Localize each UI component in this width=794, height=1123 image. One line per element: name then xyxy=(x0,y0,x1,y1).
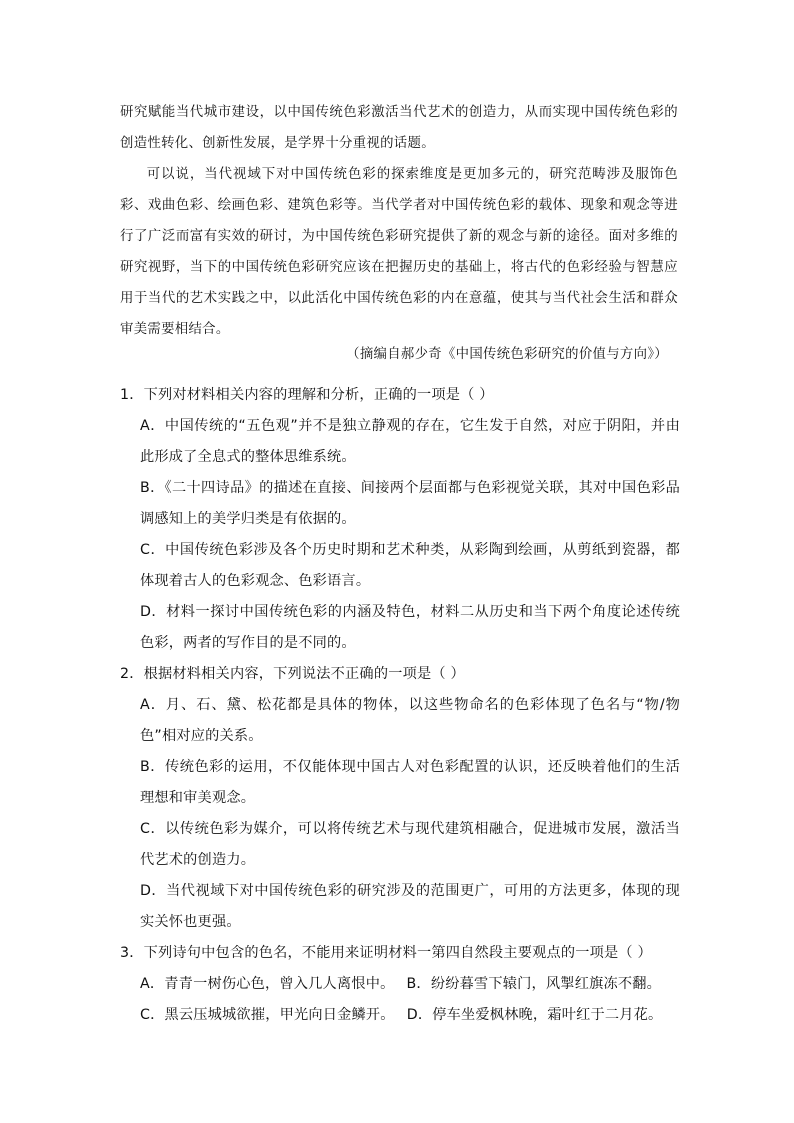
question-2-stem: 2．根据材料相关内容，下列说法不正确的一项是（ ） xyxy=(120,666,465,682)
question-1-option-d: D．材料一探讨中国传统色彩的内涵及特色，材料二从历史和当下两个角度论述传统色彩，两者的写作目的是不同的。 xyxy=(140,604,680,651)
question-3-stem: 3．下列诗句中包含的色名，不能用来证明材料一第四自然段主要观点的一项是（ ） xyxy=(120,945,652,961)
question-2-option-b: B．传统色彩的运用，不仅能体现中国古人对色彩配置的认识，还反映着他们的生活理想和审美观念。 xyxy=(140,759,680,806)
question-1-stem: 1．下列对材料相关内容的理解和分析，正确的一项是（ ） xyxy=(120,387,494,403)
question-1-option-a: A．中国传统的“五色观”并不是独立静观的存在，它生发于自然，对应于阴阳，并由此形成了全息式的整体思维系统。 xyxy=(140,418,680,465)
passage-paragraph-1: 研究赋能当代城市建设，以中国传统色彩激活当代艺术的创造力，从而实现中国传统色彩的创造性转化、创新性发展，是学界十分重视的话题。 xyxy=(120,105,678,151)
question-2-option-a: A．月、石、黛、松花都是具体的物体，以这些物命名的色彩体现了色名与“物/物色”相对应的关系。 xyxy=(140,697,680,744)
question-2-option-d: D．当代视域下对中国传统色彩的研究涉及的范围更广，可用的方法更多，体现的现实关怀也更强。 xyxy=(140,883,680,930)
question-2-option-c: C．以传统色彩为媒介，可以将传统艺术与现代建筑相融合，促进城市发展，激活当代艺术的创造力。 xyxy=(140,821,680,868)
question-3-option-row-1 xyxy=(140,969,700,1000)
question-3-option-d: D．停车坐爱枫林晚，霜叶红于二月花。 xyxy=(406,1007,663,1023)
question-3-option-c: C．黑云压城城欲摧，甲光向日金鳞开。 xyxy=(140,1007,395,1023)
question-1-option-b: B．《二十四诗品》的描述在直接、间接两个层面都与色彩视觉关联，其对中国色彩品调感知上的美学归类是有依据的。 xyxy=(140,480,680,527)
passage-paragraph-2: 可以说，当代视域下对中国传统色彩的探索维度是更加多元的，研究范畴涉及服饰色彩、戏曲色彩、绘画色彩、建筑色彩等。当代学者对中国传统色彩的载体、现象和观念等进行了广泛而富有实效的研讨，为中国传统色彩研究提供了新的观念与新的途径。面对多维的研究视野，当下的中国传统色彩研究应该在把握历史的基础上，将古代的色彩经验与智慧应用于当代的艺术实践之中，以此活化中国传统色彩的内在意蕴，使其与当代社会生活和群众审美需要相结合。 xyxy=(120,167,678,337)
question-3-option-a: A．青青一树伤心色，曾入几人离恨中。 xyxy=(140,976,395,992)
passage-source: （摘编自郝少奇《中国传统色彩研究的价值与方向》） xyxy=(346,347,668,362)
question-3-option-row-2 xyxy=(140,1000,700,1031)
question-3-option-b: B．纷纷暮雪下辕门，风掣红旗冻不翻。 xyxy=(406,976,662,992)
question-1-option-c: C．中国传统色彩涉及各个历史时期和艺术种类，从彩陶到绘画，从剪纸到瓷器，都体现着古人的色彩观念、色彩语言。 xyxy=(140,542,680,589)
